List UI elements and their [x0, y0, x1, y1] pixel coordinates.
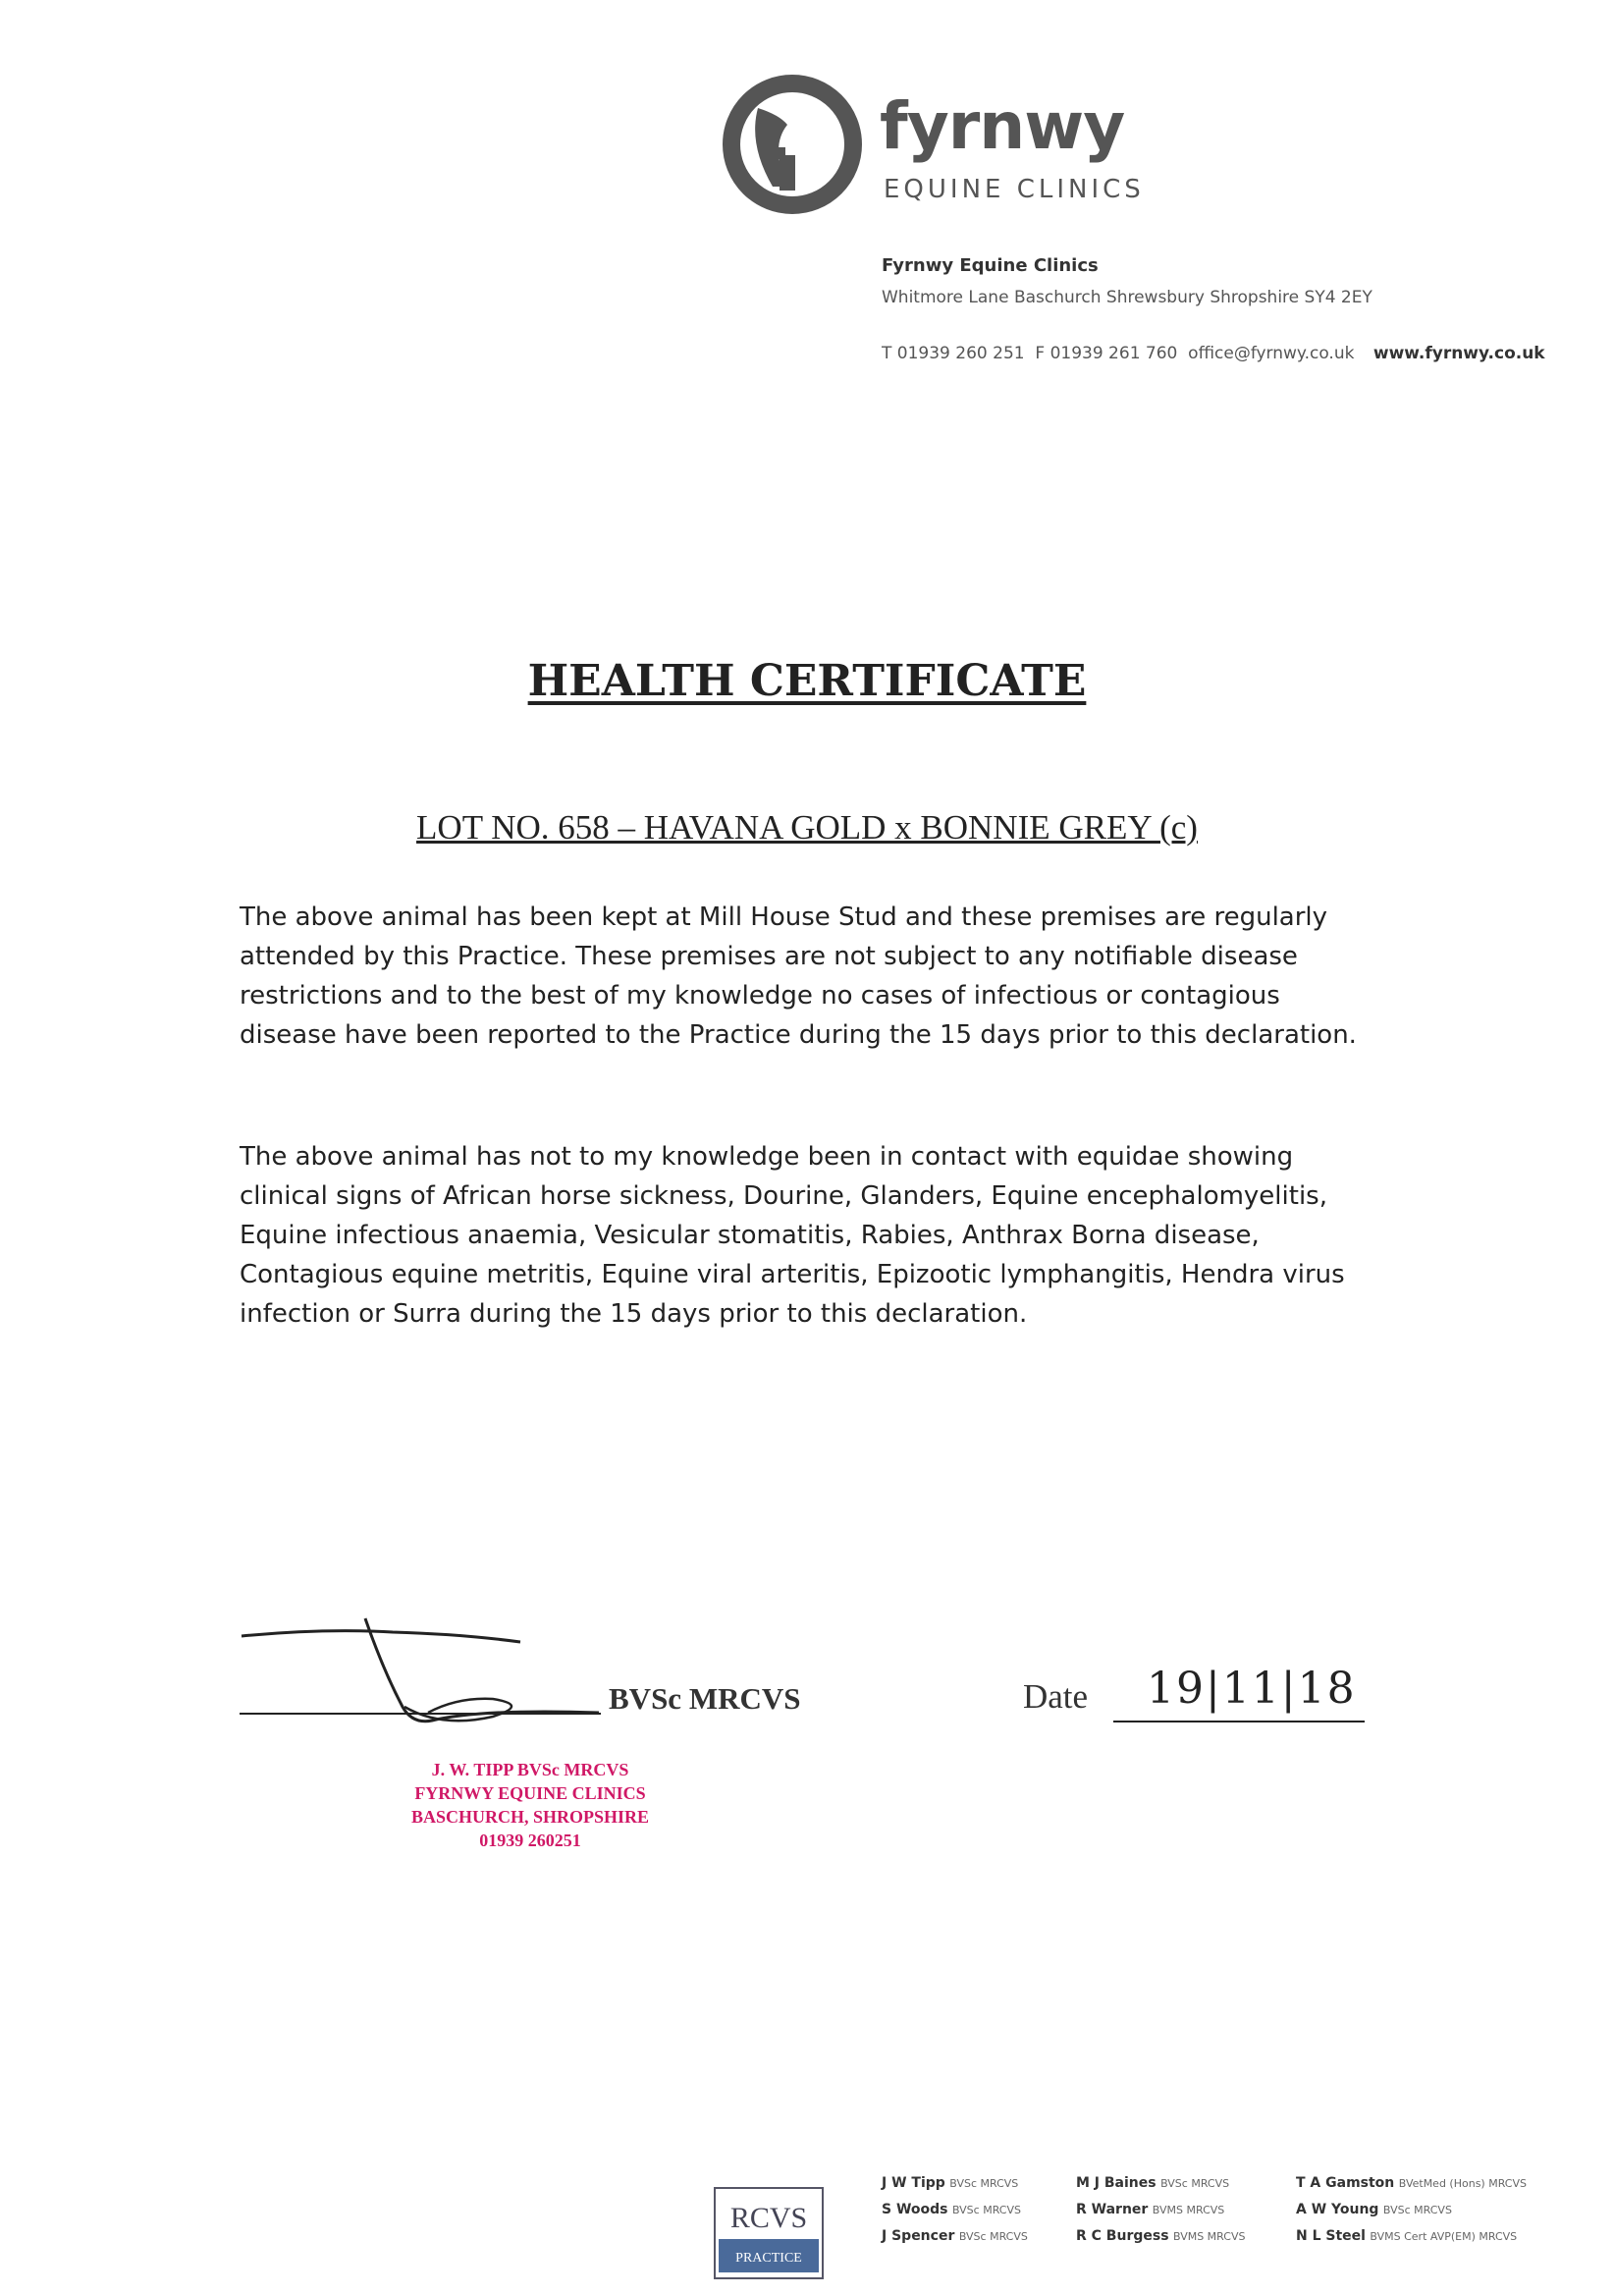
- vet-list-col3: [1296, 2170, 1527, 2250]
- vet-entry: R Warner BVMS MRCVS: [1076, 2202, 1225, 2217]
- rcvs-logo-top: RCVS: [729, 2202, 808, 2234]
- paragraph-premises: The above animal has been kept at Mill House Stud and these premises are regularly attended by this Practice. These premises are not subject to any notifiable disease restrictions and to the best of my knowledge no cases of infectious or contagious disease have been reported to the Practice during the 15 days prior to this declaration.: [240, 902, 1357, 1050]
- signature-icon: [236, 1611, 609, 1738]
- vet-list-col2: [1076, 2170, 1245, 2250]
- fax-number: F 01939 261 760: [1035, 344, 1178, 363]
- vet-entry: S Woods BVSc MRCVS: [882, 2202, 1021, 2217]
- org-name: Fyrnwy Equine Clinics: [882, 255, 1099, 276]
- date-label: Date: [1023, 1677, 1089, 1716]
- lot-line: LOT NO. 658 – HAVANA GOLD x BONNIE GREY (c): [416, 808, 1198, 847]
- date-line: [1113, 1721, 1365, 1722]
- brand-subtitle: EQUINE CLINICS: [884, 175, 1145, 204]
- vet-list-col1: [882, 2170, 1028, 2250]
- signature-line: [240, 1713, 601, 1715]
- signature-qualification: BVSc MRCVS: [609, 1681, 801, 1716]
- vet-entry: T A Gamston BVetMed (Hons) MRCVS: [1296, 2175, 1527, 2191]
- stamp-line: BASCHURCH, SHROPSHIRE: [410, 1807, 650, 1827]
- rcvs-practice-logo-icon: [713, 2186, 825, 2280]
- vet-entry: N L Steel BVMS Cert AVP(EM) MRCVS: [1296, 2228, 1518, 2244]
- contact-line: [882, 344, 1545, 363]
- practice-stamp: [373, 1758, 687, 1852]
- paragraph-diseases: The above animal has not to my knowledge been in contact with equidae showing clinical signs of African horse sickness, Dourine, Glanders, Equine encephalomyelitis, Equine infectious anaemia, Vesicular stomatitis, Rabies, Anthrax Borna disease, Contagious equine metritis, Equine viral arteritis, Epizootic lymphangitis, Hendra virus infection or Surra during the 15 days prior to this declaration.: [240, 1142, 1345, 1329]
- website: www.fyrnwy.co.uk: [1372, 344, 1545, 363]
- stamp-line: FYRNWY EQUINE CLINICS: [414, 1783, 646, 1803]
- vet-entry: M J Baines BVSc MRCVS: [1076, 2175, 1230, 2191]
- vet-entry: A W Young BVSc MRCVS: [1296, 2202, 1452, 2217]
- date-value: 19|11|18: [1147, 1664, 1357, 1714]
- fyrnwy-logo-icon: [719, 71, 866, 218]
- stamp-line: 01939 260251: [479, 1831, 581, 1850]
- brand-name: fyrnwy: [880, 88, 1125, 164]
- email-address: office@fyrnwy.co.uk: [1188, 344, 1355, 363]
- rcvs-logo-bottom: PRACTICE: [735, 2251, 802, 2266]
- vet-entry: R C Burgess BVMS MRCVS: [1076, 2228, 1246, 2244]
- vet-entry: J W Tipp BVSc MRCVS: [882, 2175, 1019, 2191]
- phone-number: T 01939 260 251: [882, 344, 1025, 363]
- document-title: HEALTH CERTIFICATE: [527, 656, 1087, 706]
- stamp-line: J. W. TIPP BVSc MRCVS: [431, 1760, 629, 1779]
- org-address: Whitmore Lane Baschurch Shrewsbury Shropshire SY4 2EY: [882, 288, 1372, 307]
- vet-entry: J Spencer BVSc MRCVS: [882, 2228, 1028, 2244]
